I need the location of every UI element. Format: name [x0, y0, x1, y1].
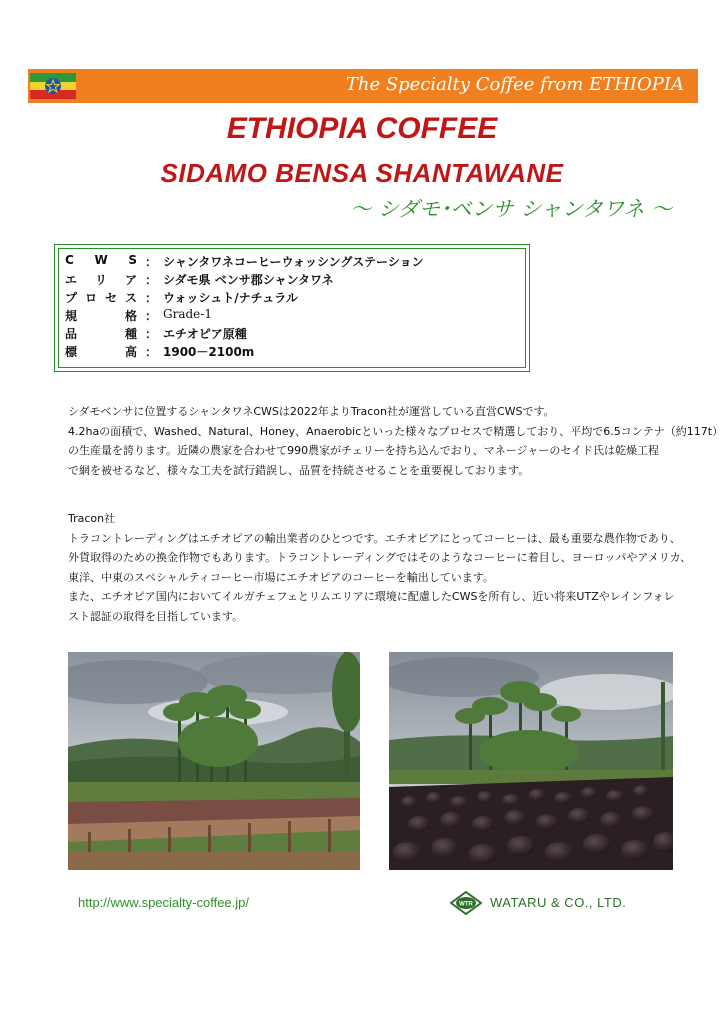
spec-label: C W S: [65, 253, 137, 267]
spec-label: エ リ ア: [65, 273, 137, 287]
tracon-heading: Tracon社: [68, 512, 116, 525]
spec-value: エチオピア原種: [163, 327, 247, 341]
page-title: ETHIOPIA COFFEE: [226, 112, 498, 145]
description-line: 4.2haの面積で、Washed、Natural、Honey、Anaerobicといった様々なプロセスで精選しており、平均で6.5コンテナ（約117t）: [68, 424, 724, 438]
spec-colon: ：: [145, 345, 158, 359]
spec-table: [54, 244, 530, 372]
svg-text:WTR: WTR: [459, 901, 473, 908]
company-name: WATARU & CO., LTD.: [490, 895, 627, 910]
spec-label: 規 格: [65, 309, 137, 323]
tracon-line: また、エチオピア国内においてイルガチェフェとリムエリアに環境に配慮したCWSを所有し、近い将来UTZやレインフォレ: [68, 590, 675, 603]
banner-tagline: The Specialty Coffee from ETHIOPIA: [345, 74, 684, 95]
tracon-section: [68, 509, 692, 626]
description-line: の生産量を誇ります。近隣の農家を合わせて990農家がチェリーを持ち込んでおり、マネージャーのセイド氏は乾燥工程: [68, 444, 660, 457]
spec-value: ウォッシュト/ナチュラル: [163, 291, 298, 305]
spec-value: 1900－2100m: [163, 345, 255, 359]
tracon-line: 外貨取得のための換金作物でもあります。トラコントレーディングではそのようなコーヒーに着目し、ヨーロッパやアメリカ、: [68, 551, 692, 564]
tracon-line: スト認証の取得を目指しています。: [68, 609, 244, 623]
photo-coffee-cherries: [389, 652, 673, 870]
wtr-logo-icon: [450, 891, 482, 915]
spec-value: シダモ県 ベンサ郡シャンタワネ: [163, 273, 334, 287]
spec-value: Grade-1: [163, 307, 212, 321]
description-paragraph: [68, 402, 724, 480]
spec-colon: ：: [145, 273, 158, 287]
spec-value: シャンタワネコーヒーウォッシングステーション: [163, 255, 424, 269]
header-banner: [28, 69, 698, 103]
description-line: で網を被せるなど、様々な工夫を試行錯誤し、品質を持続させることを重要視しております。: [68, 463, 530, 477]
tracon-line: トラコントレーディングはエチオピアの輸出業者のひとつです。エチオピアにとってコーヒーは、最も重要な農作物であり、: [68, 531, 681, 545]
spec-label: 標 高: [65, 345, 137, 359]
ethiopia-flag-icon: [30, 73, 76, 99]
photo-drying-beds: [68, 652, 360, 870]
spec-label: プロセス: [65, 291, 137, 305]
japanese-product-name: ～ シダモ･ベンサ シャンタワネ ～: [350, 197, 672, 221]
spec-colon: ：: [145, 327, 158, 341]
tracon-line: 東洋、中東のスペシャルティコーヒー市場にエチオピアのコーヒーを輸出しています。: [68, 570, 494, 584]
spec-colon: ：: [145, 291, 158, 305]
spec-colon: ：: [145, 255, 158, 269]
spec-label: 品 種: [65, 327, 137, 341]
description-line: シダモベンサに位置するシャンタワネCWSは2022年よりTracon社が運営している直営CWSです。: [68, 405, 555, 418]
page-subtitle: SIDAMO BENSA SHANTAWANE: [160, 158, 564, 188]
website-link[interactable]: http://www.specialty-coffee.jp/: [78, 895, 250, 910]
spec-colon: ：: [145, 309, 158, 323]
